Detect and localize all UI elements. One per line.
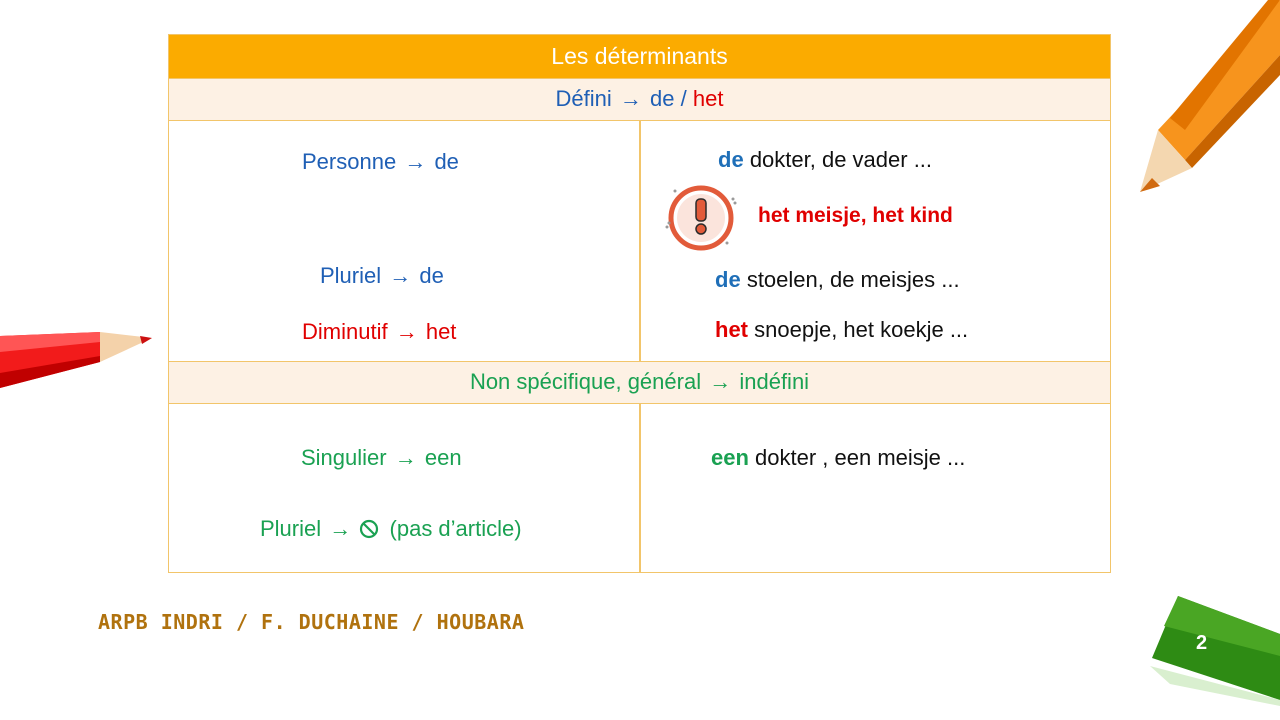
personne-label: Personne [302, 149, 397, 174]
example-de-stoelen [715, 267, 960, 293]
example-text: dokter, de vader ... [749, 147, 933, 172]
pluriel-value: de [419, 263, 444, 288]
example-text: snoepje, het koekje ... [754, 317, 969, 342]
personne-value: de [434, 149, 459, 174]
singulier-value: een [424, 445, 462, 470]
arrow-icon: → [395, 319, 418, 344]
example-text: stoelen, de meisjes ... [746, 267, 960, 292]
column-divider [639, 404, 641, 573]
determinants-table [168, 34, 1111, 573]
diminutif-label: Diminutif [302, 319, 388, 344]
arrow-icon: → [389, 263, 412, 288]
row-pluriel-indefini [260, 516, 522, 542]
defini-het: het [692, 86, 724, 111]
arrow-icon: → [619, 86, 642, 111]
warning-example [758, 204, 953, 228]
arrow-icon: → [709, 369, 732, 394]
arrow-icon: → [404, 149, 427, 174]
article-de: de [715, 267, 741, 292]
page-number: 2 [1196, 632, 1208, 654]
no-symbol-icon [359, 519, 379, 539]
example-text: dokter , een meisje ... [755, 445, 966, 470]
footer-credits: ARPB INDRI / F. DUCHAINE / HOUBARA [98, 610, 525, 634]
red-pencil-decoration [0, 318, 160, 398]
singulier-label: Singulier [301, 445, 387, 470]
article-een: een [711, 445, 749, 470]
arrow-icon: → [329, 516, 352, 541]
row-pluriel-defini [320, 263, 444, 289]
pluriel-value: (pas d’article) [389, 516, 522, 541]
green-corner-decoration [1150, 596, 1280, 706]
defini-band [169, 78, 1110, 121]
defini-de: de [650, 86, 675, 111]
arrow-icon: → [394, 445, 417, 470]
pluriel-label: Pluriel [320, 263, 382, 288]
indefini-band [169, 361, 1110, 404]
indefini-text: Non spécifique, général [469, 369, 702, 394]
warning-exclamation-icon [663, 183, 739, 253]
indefini-value: indéfini [739, 369, 810, 394]
defini-label: Défini [555, 86, 612, 111]
article-het: het [715, 317, 748, 342]
orange-pencil-decoration [1130, 0, 1280, 200]
example-het-snoepje [715, 317, 968, 343]
column-divider [639, 121, 641, 361]
example-de-dokter [718, 147, 932, 173]
separator: / [680, 86, 687, 111]
row-singulier [301, 445, 462, 471]
diminutif-value: het [425, 319, 457, 344]
example-een-dokter [711, 445, 965, 471]
article-de: de [718, 147, 744, 172]
pluriel-label: Pluriel [260, 516, 322, 541]
row-personne [302, 149, 459, 175]
table-title: Les déterminants [169, 35, 1110, 78]
warning-text: het meisje, het kind [758, 204, 953, 227]
row-diminutif [302, 319, 456, 345]
